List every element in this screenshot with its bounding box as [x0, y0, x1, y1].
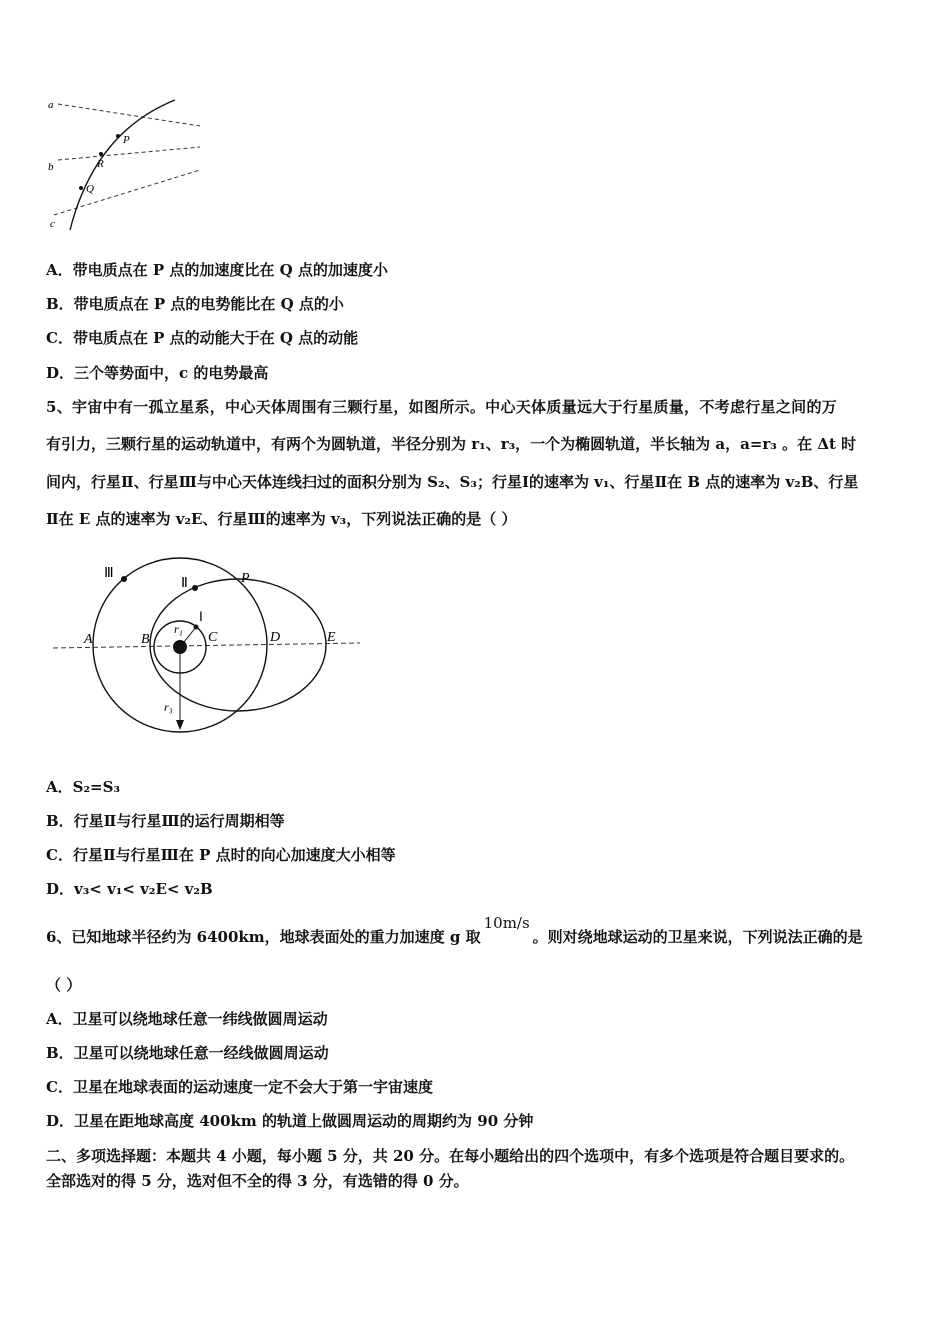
label-c-point: C: [208, 630, 218, 645]
planet-i: [194, 625, 199, 630]
orbits-figure: [48, 555, 368, 740]
q6-stem-line1: [46, 914, 863, 947]
q5-option-c: C．行星Ⅱ与行星Ⅲ在 P 点时的向心加速度大小相等: [46, 846, 396, 864]
label-d-point: D: [270, 630, 281, 645]
q5-option-d: D．v₃< v₁< v₂E< v₂B: [46, 880, 213, 898]
equipotential-figure: [40, 92, 215, 237]
point-p: [116, 134, 120, 138]
q6-stem-part1: 6、已知地球半径约为 6400km，地球表面处的重力加速度 g 取: [46, 928, 481, 946]
q5-stem-line1: 5、宇宙中有一孤立星系，中心天体周围有三颗行星，如图所示。中心天体质量远大于行星质量，不考虑行星之间的万: [46, 398, 838, 416]
trajectory-curve: [70, 100, 175, 230]
label-e-point: E: [327, 630, 336, 645]
q6-option-c: C．卫星在地球表面的运动速度一定不会大于第一宇宙速度: [46, 1078, 433, 1096]
label-ii: Ⅱ: [181, 576, 188, 591]
q4-option-b: B．带电质点在 P 点的电势能比在 Q 点的小: [46, 295, 344, 313]
q5-stem-line3: 间内，行星Ⅱ、行星Ⅲ与中心天体连线扫过的面积分别为 S₂、S₃；行星Ⅰ的速率为 v₁、行星Ⅱ在 B 点的速率为 v₂B、行星: [46, 473, 859, 491]
q5-option-a: A．S₂=S₃: [46, 778, 121, 796]
q4-option-d: D．三个等势面中，c 的电势最高: [46, 364, 269, 382]
q6-stem-line2: （ ）: [46, 976, 82, 994]
q6-option-b: B．卫星可以绕地球任意一经线做圆周运动: [46, 1044, 329, 1062]
label-p: P: [123, 134, 130, 146]
label-b-point: B: [141, 632, 150, 647]
label-iii: Ⅲ: [104, 566, 114, 581]
label-i: Ⅰ: [199, 609, 203, 624]
label-a-point: A: [84, 632, 93, 647]
q5-stem-line4: Ⅱ在 E 点的速率为 v₂E、行星Ⅲ的速率为 v₃，下列说法正确的是（ ）: [46, 510, 517, 528]
label-a: a: [48, 99, 54, 111]
q6-stem-part2: 。则对绕地球运动的卫星来说，下列说法正确的是: [532, 928, 863, 946]
point-r: [99, 152, 103, 156]
surface-b-line: [58, 147, 200, 160]
planet-ii: [192, 585, 198, 591]
q4-option-c: C．带电质点在 P 点的动能大于在 Q 点的动能: [46, 329, 359, 347]
g-value: 10m/s: [483, 914, 530, 932]
label-r1: r₁: [174, 622, 183, 636]
label-b: b: [48, 161, 54, 173]
radius-r3-arrow: [176, 720, 184, 730]
point-q: [79, 186, 83, 190]
q4-option-a: A．带电质点在 P 点的加速度比在 Q 点的加速度小: [46, 261, 388, 279]
q6-option-a: A．卫星可以绕地球任意一纬线做圆周运动: [46, 1010, 328, 1028]
label-p-orbit: P: [241, 571, 250, 586]
q6-option-d: D．卫星在距地球高度 400km 的轨道上做圆周运动的周期约为 90 分钟: [46, 1112, 534, 1130]
q5-stem-line2: 有引力，三颗行星的运动轨道中，有两个为圆轨道，半径分别为 r₁、r₃，一个为椭圆轨道，半长轴为 a，a=r₃ 。在 Δt 时: [46, 435, 857, 453]
section2-line1: 二、多项选择题：本题共 4 小题，每小题 5 分，共 20 分。在每小题给出的四个选项中，有多个选项是符合题目要求的。: [46, 1147, 855, 1165]
label-q: Q: [86, 183, 94, 195]
q5-option-b: B．行星Ⅱ与行星Ⅲ的运行周期相等: [46, 812, 285, 830]
label-r: R: [97, 158, 104, 170]
label-c: c: [50, 218, 55, 230]
surface-a-line: [58, 104, 200, 126]
planet-iii: [121, 576, 127, 582]
section2-line2: 全部选对的得 5 分，选对但不全的得 3 分，有选错的得 0 分。: [46, 1172, 469, 1190]
label-r3: r₃: [164, 700, 173, 714]
